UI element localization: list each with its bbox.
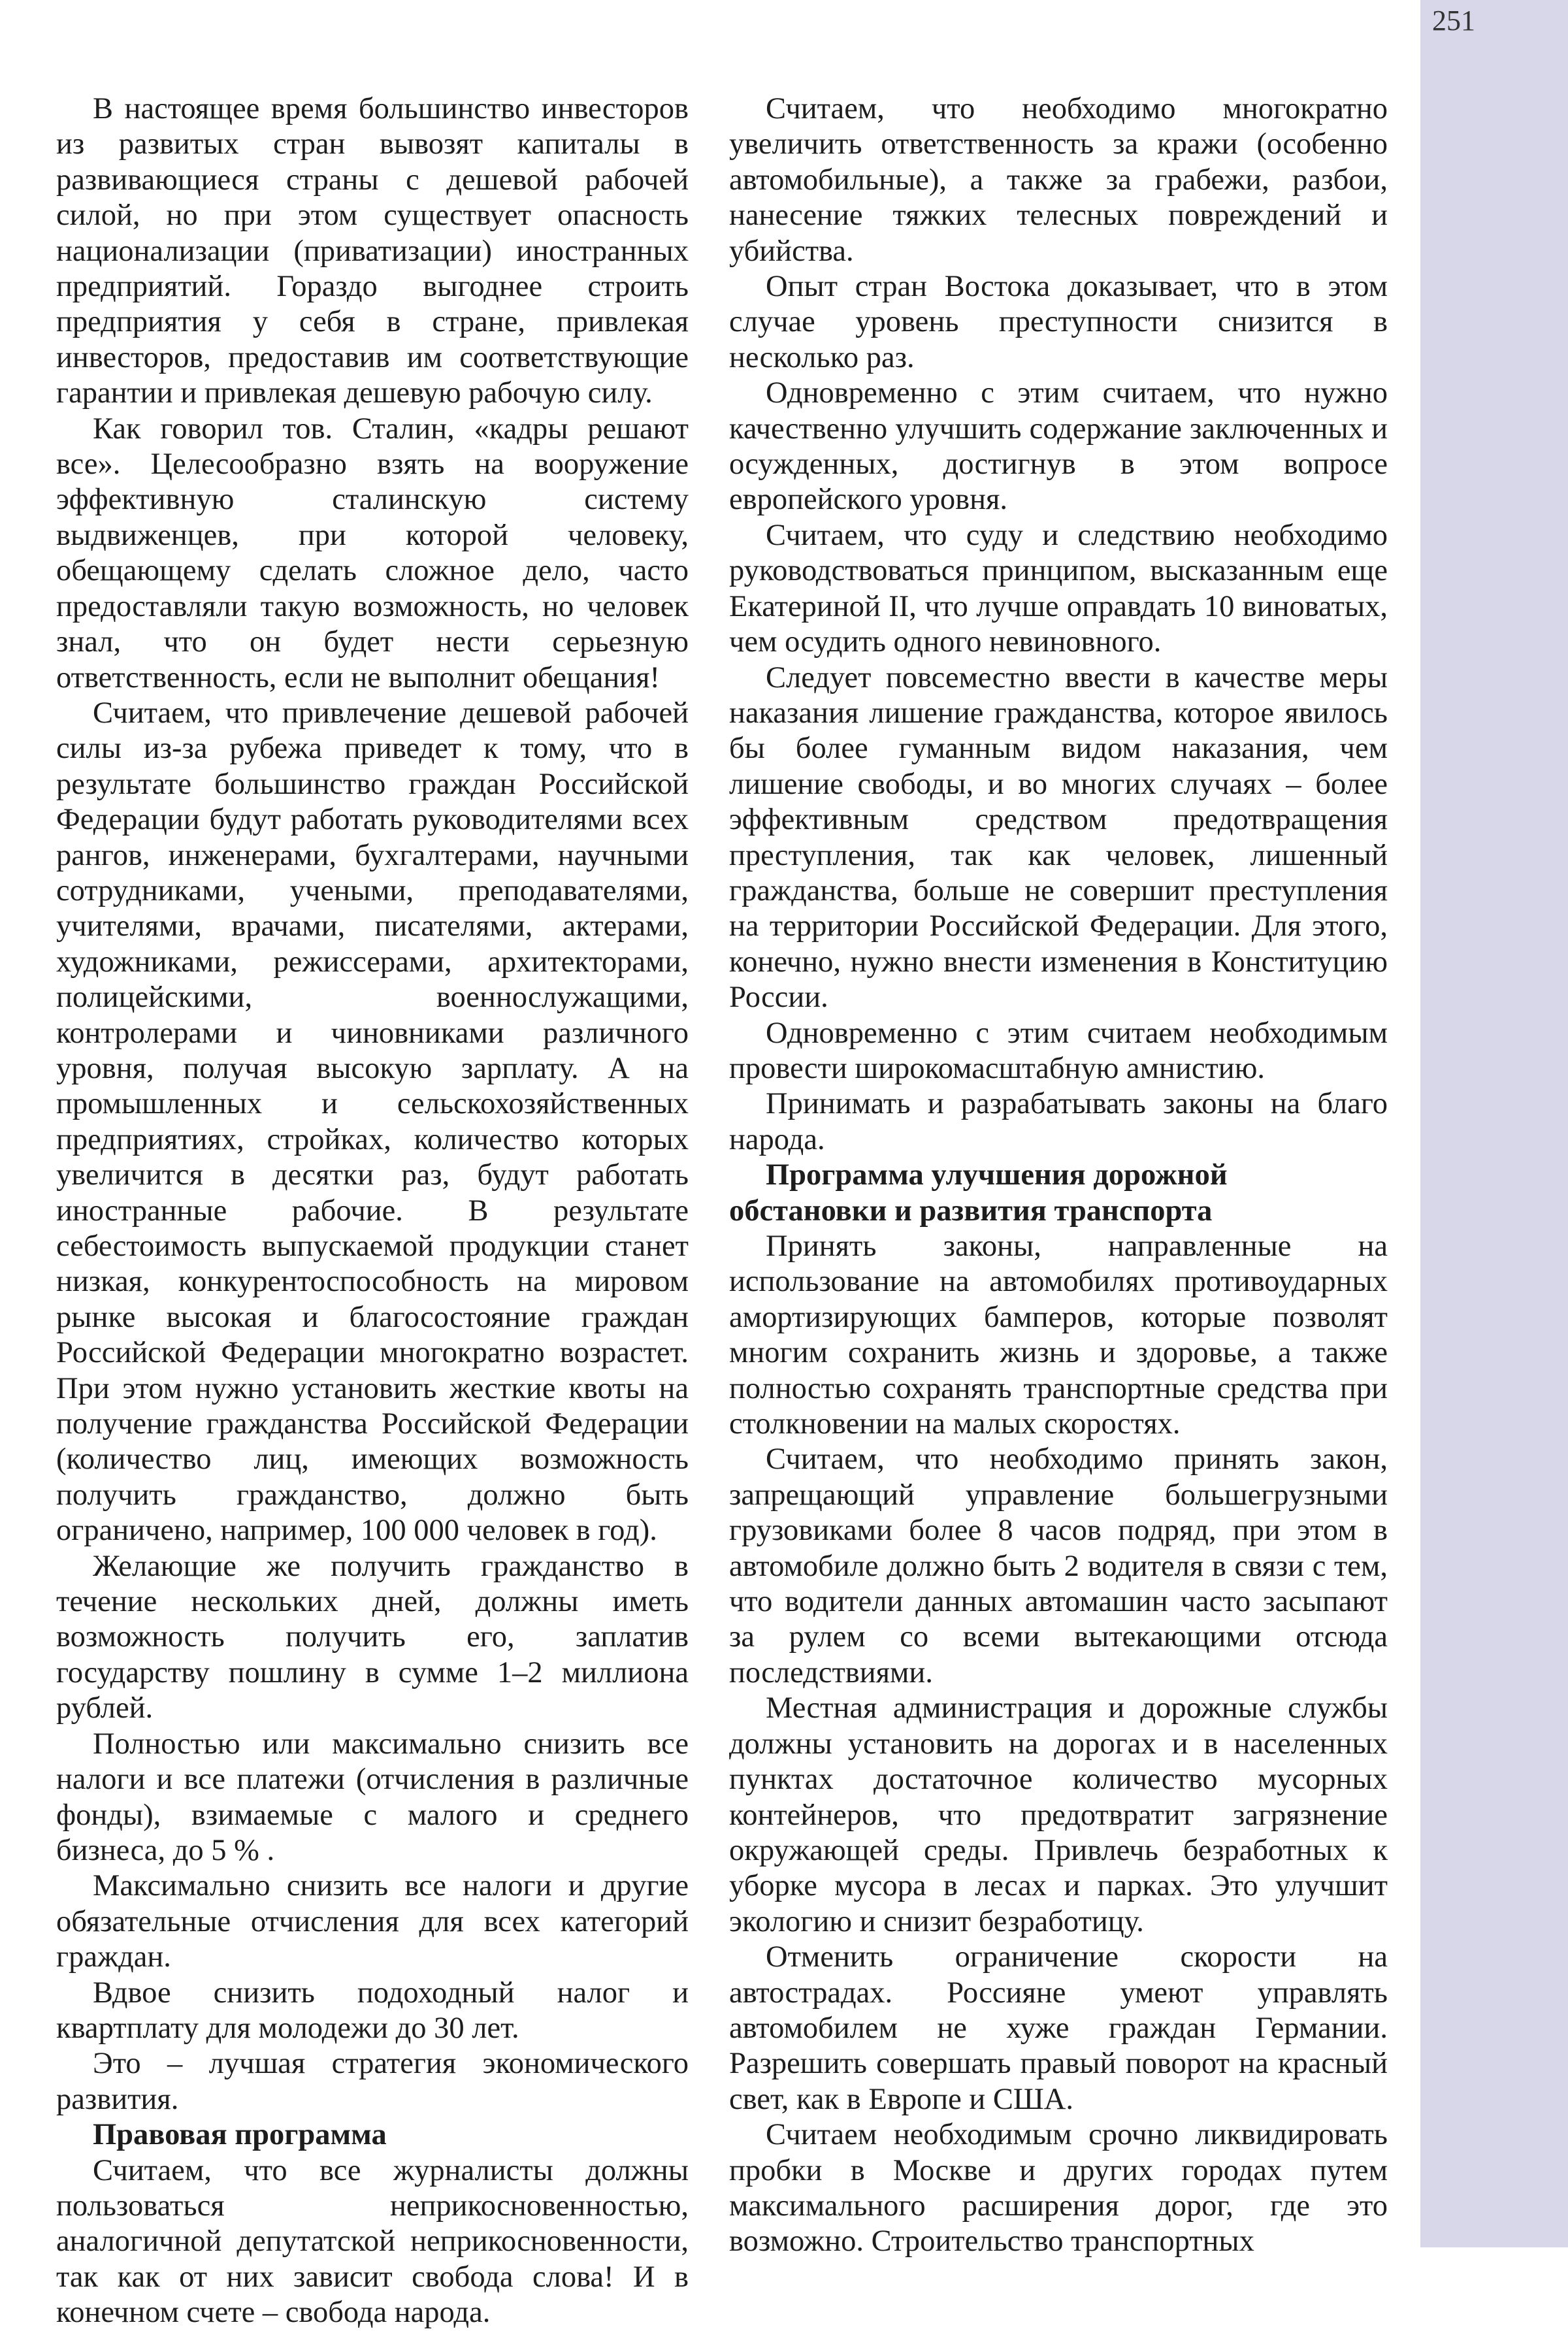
section-heading-roads: Программа улучшения дорожной обстановки и развития транспорта [729,1158,1228,1228]
paragraph: Желающие же получить гражданство в течение нескольких дней, должны иметь возможность получить его, заплатив государству пошлину в сумме 1–2 миллиона рублей. [56,1549,689,1725]
paragraph: Это – лучшая стратегия экономического развития. [56,2047,689,2116]
paragraph: Считаем, что необходимо принять закон, запрещающий управление большегрузными грузовиками более 8 часов подряд, при этом в автомобиле должно быть 2 водителя в связи с тем, что водители данных автомашин часто засыпают за рулем со всеми вытекающими отсюда последствиями. [729,1443,1388,1689]
paragraph: Отменить ограничение скорости на автострадах. Россияне умеют управлять автомобилем не хуже граждан Германии. Разрешить совершать правый поворот на красный свет, как в Европе и США. [729,1940,1388,2116]
section-heading-legal: Правовая программа [93,2118,387,2152]
paragraph: Полностью или максимально снизить все налоги и все платежи (отчисления в различные фонды), взимаемые с малого и среднего бизнеса, до 5 % . [56,1727,689,1867]
paragraph: Следует повсеместно ввести в качестве меры наказания лишение гражданства, которое явилось бы более гуманным видом наказания, чем лишение свободы, и во многих случаях – более эффективным средством предотвращения преступления, так как человек, лишенный гражданства, больше не совершит преступления на территории Российской Федерации. Для этого, конечно, нужно внести изменения в Конституцию России. [729,660,1388,1015]
paragraph: Как говорил тов. Сталин, «кадры решают все». Целесообразно взять на вооружение эффективную сталинскую систему выдвиженцев, при которой человеку, обещающему сделать сложное дело, часто предоставляли такую возможность, но человек знал, что он будет нести серьезную ответственность, если не выполнит обещания! [56,412,689,694]
paragraph: Опыт стран Востока доказывает, что в этом случае уровень преступности снизится в несколько раз. [729,270,1388,374]
paragraph: Вдвое снизить подоходный налог и квартплату для молодежи до 30 лет. [56,1976,689,2045]
paragraph: Считаем, что все журналисты должны пользоваться неприкосновенностью, аналогичной депутатской неприкосновенности, так как от них зависит свобода слова! И в конечном счете – свобода народа. [56,2153,689,2330]
paragraph: Принять законы, направленные на использование на автомобилях противоударных амортизирующих бамперов, которые позволят многим сохранить жизнь и здоровье, а также полностью сохранять транспортные средства при столкновении на малых скоростях. [729,1230,1388,1441]
page-margin-band [1420,0,1568,2247]
paragraph: Считаем, что суду и следствию необходимо руководствоваться принципом, высказанным еще Екатериной II, что лучше оправдать 10 виноватых, чем осудить одного невиновного. [729,518,1388,659]
paragraph: Считаем, что необходимо многократно увеличить ответственность за кражи (особенно автомобильные), а также за грабежи, разбои, нанесение тяжких телесных повреждений и убийства. [729,92,1388,268]
paragraph: В настоящее время большинство инвесторов из развитых стран вывозят капиталы в развивающиеся страны с дешевой рабочей силой, но при этом существует опасность национализации (приватизации) иностранных предприятий. Гораздо выгоднее строить предприятия у себя в стране, привлекая инвесторов, предоставив им соответствующие гарантии и привлекая дешевую рабочую силу. [56,92,689,410]
left-column [56,91,689,2331]
paragraph: Одновременно с этим считаем, что нужно качественно улучшить содержание заключенных и осужденных, достигнув в этом вопросе европейского уровня. [729,376,1388,517]
right-column [729,91,1388,2260]
paragraph: Считаем, что привлечение дешевой рабочей силы из-за рубежа приведет к тому, что в результате большинство граждан Российской Федерации будут работать руководителями всех рангов, инженерами, бухгалтерами, научными сотрудниками, учеными, преподавателями, учителями, врачами, писателями, актерами, художниками, режиссерами, архитекторами, полицейскими, военнослужащими, контролерами и чиновниками различного уровня, получая высокую зарплату. А на промышленных и сельскохозяйственных предприятиях, стройках, количество которых увеличится в десятки раз, будут работать иностранные рабочие. В результате себестоимость выпускаемой продукции станет низкая, конкурентоспособность на мировом рынке высокая и благосостояние граждан Российской Федерации многократно возрастет. При этом нужно установить жесткие квоты на получение гражданства Российской Федерации (количество лиц, имеющих возможность получить гражданство, должно быть ограничено, например, 100 000 человек в год). [56,696,689,1548]
paragraph: Одновременно с этим считаем необходимым провести широкомасштабную амнистию. [729,1016,1388,1085]
paragraph: Считаем необходимым срочно ликвидировать пробки в Москве и других городах путем максимального расширения дорог, где это возможно. Строительство транспортных [729,2118,1388,2258]
page-number: 251 [1432,5,1475,37]
paragraph: Местная администрация и дорожные службы должны установить на дорогах и в населенных пунктах достаточное количество мусорных контейнеров, что предотвратит загрязнение окружающей среды. Привлечь безработных к уборке мусора в лесах и парках. Это улучшит экологию и снизит безработицу. [729,1691,1388,1938]
paragraph: Принимать и разрабатывать законы на благо народа. [729,1087,1388,1156]
paragraph: Максимально снизить все налоги и другие обязательные отчисления для всех категорий граждан. [56,1869,689,1974]
